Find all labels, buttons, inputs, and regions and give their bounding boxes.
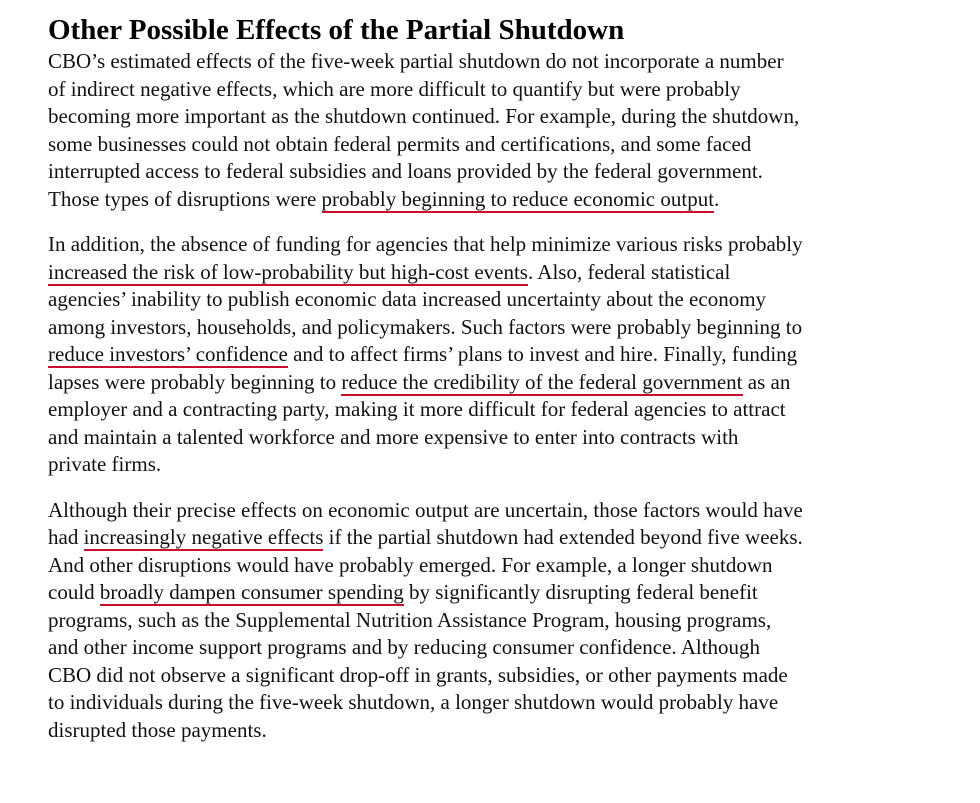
text-line — [48, 424, 928, 452]
text-run: lapses were probably beginning to — [48, 369, 342, 394]
paragraph-1 — [48, 48, 928, 213]
text-run: private firms. — [48, 452, 162, 476]
text-run: . Also, federal statistical — [527, 259, 731, 284]
text-run: if the partial shutdown had extended beyond five weeks. — [323, 525, 803, 549]
underlined-phrase: increasingly negative effects — [83, 525, 324, 549]
text-line — [48, 524, 928, 552]
text-line — [48, 314, 928, 342]
text-run: had — [48, 525, 84, 549]
text-run: In addition, the absence of funding for agencies that help minimize various risks probably — [48, 232, 803, 256]
text-line — [48, 131, 928, 159]
text-run: agencies’ inability to publish economic data increased uncertainty about the economy — [48, 287, 767, 311]
text-run: of indirect negative effects, which are more difficult to quantify but were probably — [48, 76, 741, 101]
text-line — [48, 231, 928, 259]
underlined-phrase: probably beginning to reduce economic output — [321, 186, 715, 211]
paragraph-3 — [48, 497, 928, 745]
text-line — [48, 579, 928, 607]
text-run: CBO did not observe a significant drop-off in grants, subsidies, or other payments made — [48, 662, 788, 687]
text-run: and maintain a talented workforce and more expensive to enter into contracts with — [48, 424, 739, 449]
text-line — [48, 607, 928, 635]
document-page — [48, 12, 928, 744]
text-run: by significantly disrupting federal benefit — [403, 580, 758, 604]
text-line — [48, 186, 928, 214]
document-title: Other Possible Effects of the Partial Shutdown — [48, 14, 625, 46]
text-run: programs, such as the Supplemental Nutrition Assistance Program, housing programs, — [48, 607, 772, 632]
text-run: to individuals during the five-week shutdown, a longer shutdown would probably have — [48, 690, 779, 714]
text-run: And other disruptions would have probably emerged. For example, a longer shutdown — [48, 552, 773, 577]
paragraph-2 — [48, 231, 928, 479]
text-run: some businesses could not obtain federal permits and certifications, and some faced — [48, 131, 752, 156]
underlined-phrase: reduce investors’ confidence — [48, 342, 288, 366]
underlined-phrase: reduce the credibility of the federal government — [341, 369, 743, 394]
text-line — [48, 76, 928, 104]
text-run: CBO’s estimated effects of the five-week partial shutdown do not incorporate a number — [48, 49, 784, 73]
text-line — [48, 341, 928, 369]
text-run: among investors, households, and policymakers. Such factors were probably beginning to — [48, 314, 803, 339]
text-run: could — [48, 580, 100, 604]
document-body — [48, 48, 928, 744]
text-line — [48, 286, 928, 314]
text-run: interrupted access to federal subsidies and loans provided by the federal government. — [48, 159, 763, 183]
text-run: disrupted those payments. — [48, 717, 267, 742]
text-run: employer and a contracting party, making it more difficult for federal agencies to attract — [48, 397, 786, 421]
text-line — [48, 634, 928, 662]
text-line — [48, 689, 928, 717]
paragraph-gap — [48, 213, 928, 231]
underlined-phrase: broadly dampen consumer spending — [99, 580, 404, 604]
text-line — [48, 717, 928, 745]
paragraph-gap — [48, 479, 928, 497]
text-run: becoming more important as the shutdown continued. For example, during the shutdown, — [48, 104, 800, 128]
text-line — [48, 48, 928, 76]
text-run: Although their precise effects on economic output are uncertain, those factors would have — [48, 497, 803, 522]
text-line — [48, 396, 928, 424]
text-line — [48, 158, 928, 186]
text-run: and other income support programs and by reducing consumer confidence. Although — [48, 635, 761, 659]
text-line — [48, 103, 928, 131]
text-line — [48, 451, 928, 479]
text-line — [48, 497, 928, 525]
text-run: . — [714, 186, 720, 211]
text-line — [48, 259, 928, 287]
text-line — [48, 552, 928, 580]
text-run: Those types of disruptions were — [48, 186, 322, 211]
text-line — [48, 662, 928, 690]
text-line — [48, 369, 928, 397]
underlined-phrase: increased the risk of low-probability but high-cost events — [48, 259, 528, 284]
text-run: as an — [742, 369, 791, 394]
text-run: and to affect firms’ plans to invest and hire. Finally, funding — [287, 342, 798, 366]
